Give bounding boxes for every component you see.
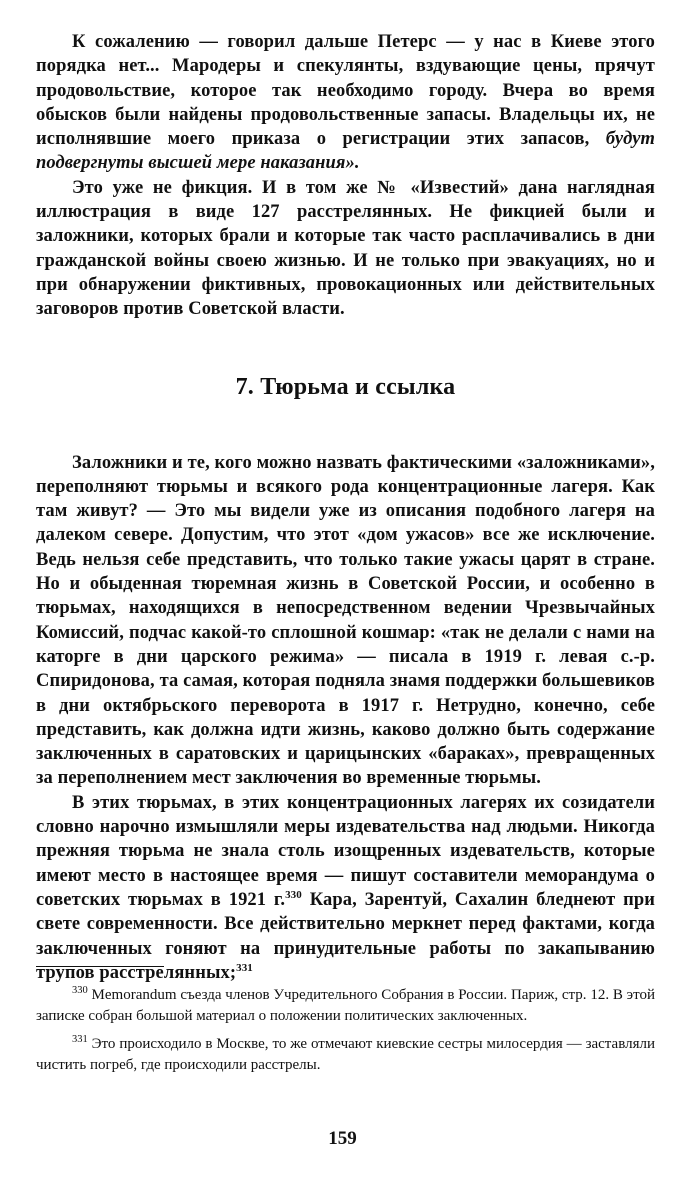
- footnote-ref-330[interactable]: 330: [285, 888, 302, 901]
- paragraph-hostages: Заложники и те, кого можно назвать фактическими «заложниками», переполняют тюрьмы и всякого рода концентрационные лагеря. Как там живут? — Это мы видели уже из описания подобного лагеря на далеком севере. Допустим, что этот «дом ужасов» все же исключение. Ведь нельзя себе представить, что только такие ужасы царят в стране. Но и обыденная тюремная жизнь в Советской России, и особенно в тюрьмах, находящихся в непосредственном ведении Чрезвычайных Комиссий, подчас какой-то сплошной кошмар: «так не делали с нами на каторге в дни царского режима» — писала в 1919 г. левая с.-р. Спиридонова, та самая, которая подняла знамя поддержки большевиков в дни октябрьского переворота в 1917 г. Нетрудно, конечно, себе представить, как должна идти жизнь, каково должно быть содержание заключенных в саратовских и царицынских «бараках», превращенных за переполнением мест заключения во временные тюрьмы.: [36, 452, 655, 789]
- footnote-number: 331: [72, 1034, 88, 1045]
- paragraph-text: К сожалению — говорил дальше Петерс — у нас в Киеве этого порядка нет... Мародеры и спекулянты, вздувающие цены, прячут продовольствие, которое так необходимо городу. Вчера во время обысков были найдены продовольственные запасы. Владельцы их, не исполнявшие моего приказа о регистрации этих запасов,: [36, 32, 655, 150]
- section-heading: 7. Тюрьма и ссылка: [235, 373, 456, 400]
- page-body: [36, 30, 655, 985]
- footnote-text: Это происходило в Москве, то же отмечают киевские сестры милосердия — заставляли чистить погреб, где происходили расстрелы.: [36, 1036, 655, 1073]
- footnote-text: Memorandum съезда членов Учредительного Собрания в России. Париж, стр. 12. В этой записке собран большой материал о положении политических заключенных.: [36, 987, 655, 1024]
- footnote-separator: [36, 966, 164, 967]
- paragraph-not-fiction: Это уже не фикция. И в том же № «Известий» дана наглядная иллюстрация в виде 127 расстрелянных. Не фикцией были и заложники, которых брали и которые так часто расплачивались в дни гражданской войны своею жизнью. И не только при эвакуациях, но и при обнаружении фиктивных, провокационных или действительных заговоров против Советской власти.: [36, 177, 655, 320]
- footnote-331: [36, 1034, 655, 1075]
- paragraph-peters-quote: [36, 30, 655, 176]
- paragraph-text: Кара, Зарентуй, Сахалин бледнеют при свете современности. Все действительно меркнет перед фактами, когда заключенных гоняют на принудительные работы по закапыванию трупов расстрелянных;: [36, 889, 655, 983]
- paragraph-text: В этих тюрьмах, в этих концентрационных лагерях их созидатели словно нарочно измышляли меры издевательства над людьми. Никогда прежняя тюрьма не знала столь изощренных издевательств, которые имеют место в настоящее время — пишут составители меморандума о советских тюрьмах в 1921 г.: [36, 792, 655, 910]
- page-number: 159: [328, 1128, 357, 1149]
- footnote-number: 330: [72, 985, 88, 996]
- paragraph-prisons: [36, 791, 655, 985]
- footnote-ref-331[interactable]: 331: [236, 961, 253, 974]
- footnotes: [36, 985, 655, 1083]
- footnote-330: [36, 985, 655, 1026]
- paragraph-emphasis: будут подвергнуты высшей мере наказания».: [36, 129, 655, 174]
